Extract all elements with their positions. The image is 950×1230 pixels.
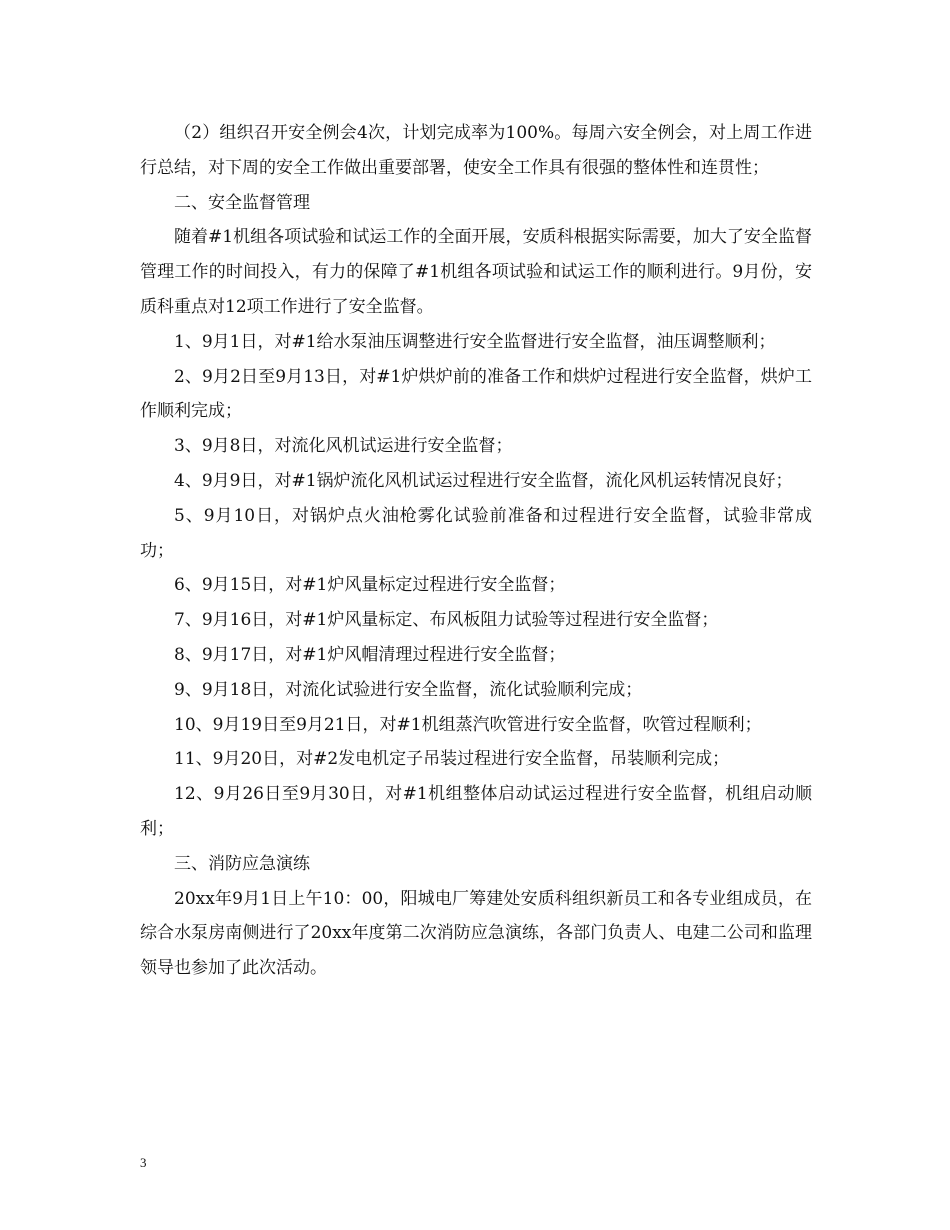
list-item: 9、9月18日，对流化试验进行安全监督，流化试验顺利完成； bbox=[174, 679, 643, 700]
page-number: 3 bbox=[140, 1155, 147, 1170]
paragraph-fire-drill: 20xx年9月1日上午10：00，阳城电厂筹建处安质科组织新员工和各专业组成员，在综合水泵房南侧进行了20xx年度第二次消防应急演练，各部门负责人、电建二公司和监理领导也参加了此次活动。 bbox=[140, 888, 812, 979]
document-body bbox=[140, 116, 812, 986]
list-item: 6、9月15日，对#1炉风量标定过程进行安全监督； bbox=[174, 575, 566, 596]
list-item: 7、9月16日，对#1炉风量标定、布风板阻力试验等过程进行安全监督； bbox=[174, 610, 719, 631]
list-item: 5、9月10日，对锅炉点火油枪雾化试验前准备和过程进行安全监督，试验非常成功； bbox=[140, 505, 812, 561]
list-item: 4、9月9日，对#1锅炉流化风机试运过程进行安全监督，流化风机运转情况良好； bbox=[174, 470, 793, 491]
list-item: 12、9月26日至9月30日，对#1机组整体启动试运过程进行安全监督，机组启动顺利； bbox=[140, 784, 812, 839]
list-item: 1、9月1日，对#1给水泵油压调整进行安全监督进行安全监督，油压调整顺利； bbox=[174, 331, 776, 352]
paragraph-weekly-meeting: （2）组织召开安全例会4次，计划完成率为100%。每周六安全例会，对上周工作进行总结，对下周的安全工作做出重要部署，使安全工作具有很强的整体性和连贯性； bbox=[140, 123, 812, 178]
list-item: 2、9月2日至9月13日，对#1炉烘炉前的准备工作和烘炉过程进行安全监督，烘炉工作顺利完成； bbox=[140, 366, 812, 422]
section-heading-safety-supervision: 二、安全监督管理 bbox=[174, 192, 310, 213]
list-item: 10、9月19日至9月21日，对#1机组蒸汽吹管进行安全监督，吹管过程顺利； bbox=[174, 714, 762, 735]
paragraph-supervision-intro: 随着#1机组各项试验和试运工作的全面开展，安质科根据实际需要，加大了安全监督管理工作的时间投入，有力的保障了#1机组各项试验和试运工作的顺利进行。9月份，安质科重点对12项工作进行了安全监督。 bbox=[140, 227, 812, 317]
section-heading-fire-drill: 三、消防应急演练 bbox=[174, 853, 310, 874]
list-item: 8、9月17日，对#1炉风帽清理过程进行安全监督； bbox=[174, 644, 566, 665]
list-item: 11、9月20日，对#2发电机定子吊装过程进行安全监督，吊装顺利完成； bbox=[174, 749, 730, 770]
list-item: 3、9月8日，对流化风机试运进行安全监督； bbox=[174, 436, 513, 457]
